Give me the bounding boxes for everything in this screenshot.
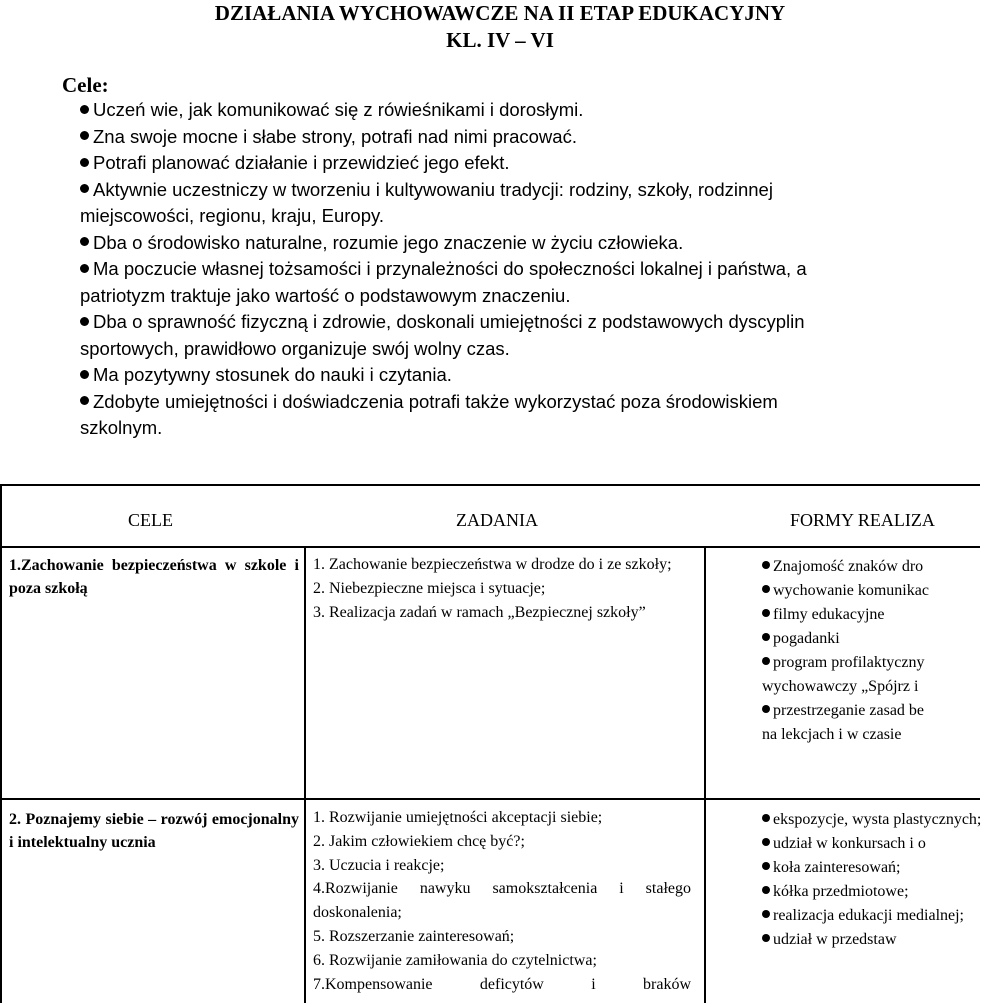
list-item: filmy edukacyjne [762, 603, 992, 627]
list-item: 7.Kompensowanie deficytów i braków [313, 975, 691, 993]
bullet-icon [80, 396, 89, 405]
list-item: 5. Rozszerzanie zainteresowań; [313, 927, 515, 945]
goals-heading: Cele: [62, 73, 109, 97]
list-item: 6. Rozwijanie zamiłowania do czytelnictwa; [313, 951, 597, 969]
goal-item: Ma poczucie własnej tożsamości i przynależności do społeczności lokalnej i państwa, a patriotyzm traktuje jako wartość o podstawowym znaczeniu. [80, 258, 807, 306]
bullet-icon [762, 934, 770, 942]
bullet-icon [762, 814, 770, 822]
bullet-icon [80, 264, 89, 273]
list-item: Znajomość znaków dro [762, 555, 992, 579]
column-header-goals: CELE [128, 510, 173, 530]
list-item: 4.Rozwijanie nawyku samokształcenia i stałego doskonalenia; [313, 880, 691, 922]
column-header-forms: FORMY REALIZA [790, 510, 935, 530]
list-item: 3. Realizacja zadań w ramach „Bezpiecznej szkoły” [313, 603, 646, 621]
table-divider-2 [704, 546, 706, 1003]
goal-item: Uczeń wie, jak komunikować się z rówieśnikami i dorosłymi. [80, 97, 840, 124]
list-item: ekspozycje, wysta plastycznych; [762, 808, 992, 832]
list-item: program profilaktyczny [762, 651, 992, 675]
bullet-icon [80, 105, 89, 114]
bullet-icon [762, 862, 770, 870]
bullet-icon [762, 609, 770, 617]
bullet-icon [762, 705, 770, 713]
table-row-2-goal: 2. Poznajemy siebie – rozwój emocjonalny i intelektualny ucznia [9, 811, 299, 851]
bullet-icon [80, 317, 89, 326]
bullet-icon [80, 237, 89, 246]
table-border-left [0, 484, 2, 1003]
table-border-row [0, 798, 980, 800]
goal-item: Ma pozytywny stosunek do nauki i czytania. [80, 362, 840, 389]
bullet-icon [80, 184, 89, 193]
goal-item: Aktywnie uczestniczy w tworzeniu i kultywowaniu tradycji: rodziny, szkoły, rodzinnej miejscowości, regionu, kraju, Europy. [80, 178, 773, 226]
table-row-1-goal: 1.Zachowanie bezpieczeństwa w szkole i poza szkołą [9, 557, 299, 597]
table-row-2-forms [762, 808, 992, 952]
goal-item: Zdobyte umiejętności i doświadczenia potrafi także wykorzystać poza środowiskiem szkolnym. [80, 390, 778, 438]
bullet-icon [762, 585, 770, 593]
bullet-icon [80, 158, 89, 167]
list-item: przestrzeganie zasad be [762, 699, 992, 723]
list-item: 1. Rozwijanie umiejętności akceptacji siebie; [313, 809, 603, 826]
bullet-icon [762, 561, 770, 569]
list-item: udział w przedstaw [762, 928, 992, 952]
bullet-icon [80, 131, 89, 140]
list-item: na lekcjach i w czasie [762, 726, 902, 743]
list-item: realizacja edukacji medialnej; [762, 904, 992, 928]
list-item: koła zainteresowań; [762, 856, 992, 880]
goal-item: Dba o sprawność fizyczną i zdrowie, doskonali umiejętności z podstawowych dyscyplin sportowych, prawidłowo organizuje swój wolny czas. [80, 311, 805, 359]
column-header-tasks: ZADANIA [456, 510, 538, 530]
bullet-icon [762, 886, 770, 894]
list-item: 2. Jakim człowiekiem chcę być?; [313, 832, 525, 850]
list-item: 3. Uczucia i reakcje; [313, 856, 445, 874]
bullet-icon [80, 370, 89, 379]
list-item: udział w konkursach i o [762, 832, 992, 856]
bullet-icon [762, 657, 770, 665]
list-item: 1. Zachowanie bezpieczeństwa w drodze do i ze szkoły; [313, 556, 672, 573]
table-divider-1 [304, 546, 306, 1003]
goal-item: Dba o środowisko naturalne, rozumie jego znaczenie w życiu człowieka. [80, 230, 840, 257]
table-row-2-tasks [313, 806, 698, 996]
page-title-line-2: KL. IV – VI [446, 28, 554, 52]
table-border-top [0, 484, 980, 486]
goals-list [80, 97, 840, 442]
bullet-icon [762, 838, 770, 846]
bullet-icon [762, 633, 770, 641]
goal-item: Potrafi planować działanie i przewidzieć jego efekt. [80, 150, 840, 177]
table-border-header [0, 546, 980, 548]
list-item: wychowawczy „Spójrz i [762, 678, 919, 695]
list-item: pogadanki [762, 627, 992, 651]
list-item: wychowanie komunikac [762, 579, 992, 603]
table-row-1-tasks [313, 553, 698, 624]
list-item: 2. Niebezpieczne miejsca i sytuacje; [313, 579, 546, 597]
bullet-icon [762, 910, 770, 918]
page-title-line-1: DZIAŁANIA WYCHOWAWCZE NA II ETAP EDUKACYJNY [214, 1, 786, 25]
list-item: kółka przedmiotowe; [762, 880, 992, 904]
table-row-1-forms [762, 555, 992, 747]
goal-item: Zna swoje mocne i słabe strony, potrafi nad nimi pracować. [80, 124, 840, 151]
